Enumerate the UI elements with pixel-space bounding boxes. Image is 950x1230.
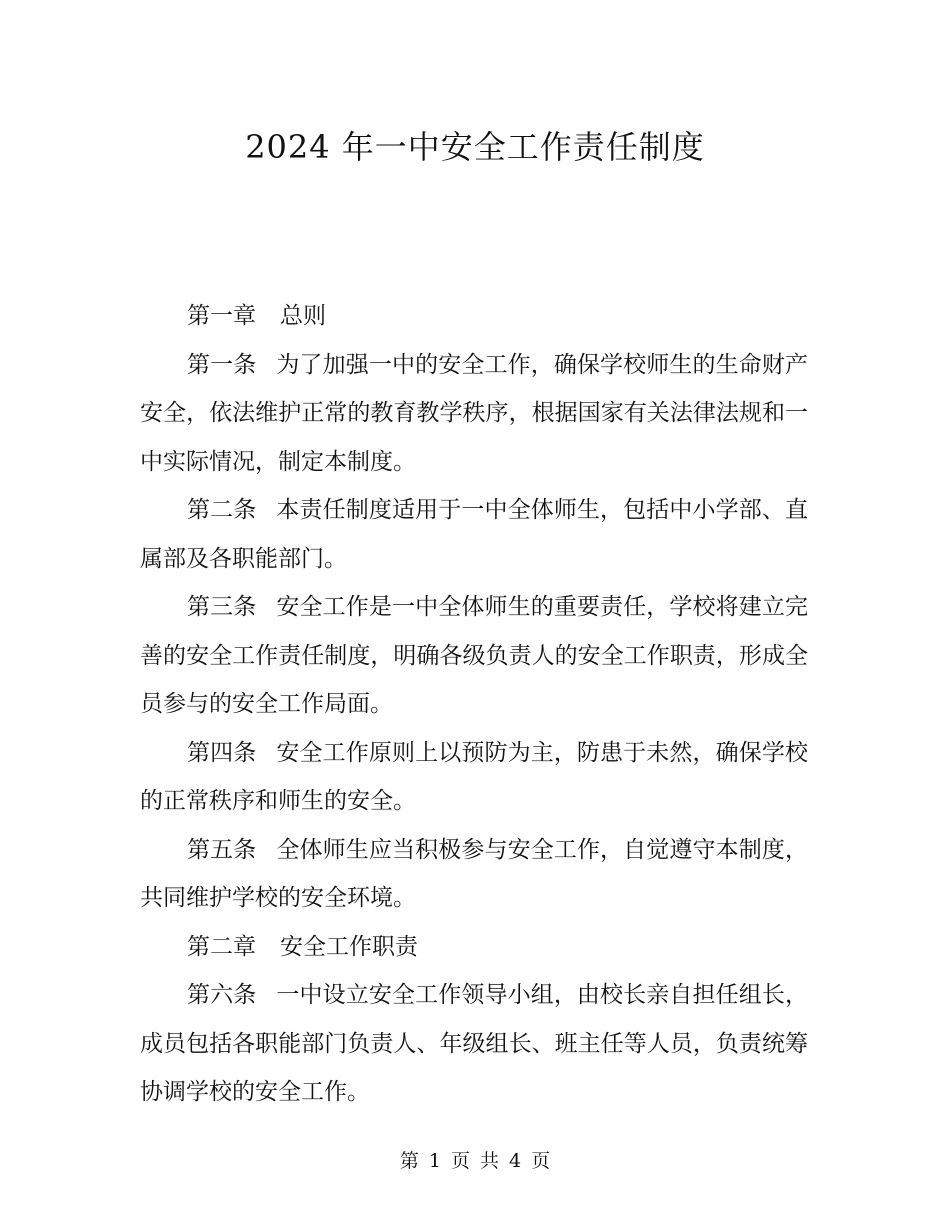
article-text: 为了加强一中的安全工作，确保学校师生的生命财产安全，依法维护正常的教育教学秩序，根据国家有关法律法规和一中实际情况，制定本制度。 [140, 351, 809, 475]
page-number-footer: 第 1 页 共 4 页 [399, 1150, 551, 1172]
article-paragraph [140, 729, 808, 826]
document-body [140, 292, 808, 1117]
article-text: 一中设立安全工作领导小组，由校长亲自担任组长，成员包括各职能部门负责人、年级组长、班主任等人员，负责统筹协调学校的安全工作。 [140, 982, 809, 1105]
article-paragraph [140, 486, 808, 583]
article-number: 第三条 [187, 594, 257, 620]
article-number: 第二条 [187, 497, 257, 523]
article-paragraph [140, 341, 808, 487]
chapter-number: 第二章 [187, 933, 256, 960]
document-title: 2024 年一中安全工作责任制度 [245, 128, 705, 166]
article-number: 第五条 [187, 836, 257, 863]
article-paragraph [140, 971, 808, 1117]
chapter-heading [140, 292, 808, 341]
chapter-number: 第一章 [187, 303, 256, 329]
article-text: 全体师生应当积极参与安全工作，自觉遵守本制度，共同维护学校的安全环境。 [140, 836, 809, 911]
article-number: 第一条 [187, 351, 257, 378]
chapter-title: 总则 [280, 303, 326, 329]
chapter-heading [140, 923, 808, 972]
article-number: 第六条 [187, 982, 257, 1008]
article-paragraph [140, 583, 808, 729]
article-number: 第四条 [187, 739, 257, 766]
article-text: 安全工作原则上以预防为主，防患于未然，确保学校的正常秩序和师生的安全。 [140, 739, 809, 814]
article-text: 安全工作是一中全体师生的重要责任，学校将建立完善的安全工作责任制度，明确各级负责人的安全工作职责，形成全员参与的安全工作局面。 [140, 594, 809, 717]
article-text: 本责任制度适用于一中全体师生，包括中小学部、直属部及各职能部门。 [140, 497, 809, 572]
chapter-title: 安全工作职责 [280, 933, 418, 960]
article-paragraph [140, 826, 808, 923]
